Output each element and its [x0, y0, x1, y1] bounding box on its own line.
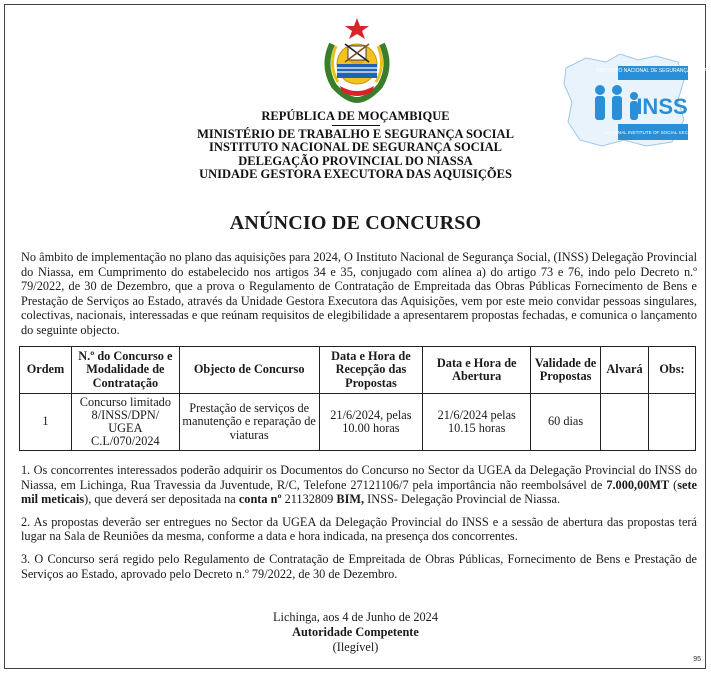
note-text: ), que deverá ser depositada na [84, 492, 239, 507]
note-account-label: conta nº [238, 492, 282, 507]
tender-table [19, 346, 696, 451]
column-header: Validade de Propostas [531, 347, 601, 394]
ministry-heading: MINISTÉRIO DE TRABALHO E SEGURANÇA SOCIAL [197, 126, 514, 141]
note-item [21, 463, 697, 507]
note-number: 3. [21, 551, 31, 566]
cell-obs [649, 394, 696, 451]
note-account-number: 21132809 [281, 492, 337, 507]
signature-status: (Ilegível) [332, 640, 379, 654]
column-header: Obs: [649, 347, 696, 394]
note-text: ( [669, 477, 678, 492]
intro-paragraph: No âmbito de implementação no plano das aquisições para 2024, O Instituto Nacional de Segurança Social, (INSS) Delegação Provincial do Niassa, em Cumprimento do estabelecido nos artigos 34 e 35, conjugado com alínea a) do artigo 73 e 76, indo pelo Decreto n.º 79/2022, de 30 de Dezembro, que a prova o Regulamento de Contratação de Empreitada das Obras Públicas Fornecimento de Bens e Prestação de Serviços ao Estado, através da Unidade Gestora Executora das Aquisições, vem por este meio convidar pessoas singulares, colectivas, nacionais, interessadas e que reúnam requisitos de elegibilidade a apresentarem propostas fechadas, e comunica o lançamento do seguinte objecto. [21, 250, 697, 337]
column-header: Ordem [20, 347, 72, 394]
cell-concurso: Concurso limitado 8/INSS/DPN/ UGEA C.L/070/2024 [71, 394, 179, 451]
notes-list [21, 463, 697, 589]
cell-ordem: 1 [20, 394, 72, 451]
note-bank: BIM, [336, 492, 365, 507]
cell-objecto: Prestação de serviços de manutenção e reparação de viaturas [179, 394, 319, 451]
note-amount: 7.000,00MT [606, 477, 670, 492]
logo-letters: INSS [636, 94, 688, 119]
cell-recepcao: 21/6/2024, pelas 10.00 horas [319, 394, 423, 451]
column-header: Data e Hora de Recepção das Propostas [319, 347, 423, 394]
unit-heading: UNIDADE GESTORA EXECUTORA DAS AQUISIÇÕES [199, 167, 512, 182]
delegation-heading: DELEGAÇÃO PROVINCIAL DO NIASSA [238, 153, 473, 168]
heading-divider [332, 125, 380, 126]
institute-heading: INSTITUTO NACIONAL DE SEGURANÇA SOCIAL [209, 140, 502, 155]
signature-block [0, 610, 711, 655]
logo-bottom-text: NATIONAL INSTITUTE OF SOCIAL SECURITY [604, 130, 702, 135]
note-number: 1. [21, 463, 31, 477]
page-number: 95 [693, 656, 701, 663]
cell-abertura: 21/6/2024 pelas 10.15 horas [423, 394, 531, 451]
cell-validade: 60 dias [531, 394, 601, 451]
note-text: O Concurso será regido pelo Regulamento de Contratação de Empreitada de Obras Públicas, Fornecimento de Bens e Prestação de Serviços ao Estado, aprovado pelo Decreto n.º 79/2022, de 30 de Dezembro. [21, 551, 697, 581]
letterhead [0, 110, 711, 182]
note-item [21, 552, 697, 581]
note-text: Os concorrentes interessados poderão adquirir os Documentos do Concurso no Sector da UGEA da Delegação Provincial do INSS do Niassa, em Lichinga, Rua Travessia da Juventude, R/C, Telefone 27121106/7 pela importância não reembolsável de [21, 463, 697, 492]
table-header-row [20, 347, 696, 394]
column-header: N.º do Concurso e Modalidade de Contratação [71, 347, 179, 394]
column-header: Objecto de Concurso [179, 347, 319, 394]
note-amount-words: sete mil meticais [21, 477, 698, 507]
note-text: INSS- Delegação Provincial de Niassa. [364, 492, 561, 507]
note-item [21, 515, 697, 544]
column-header: Alvará [601, 347, 649, 394]
table-row [20, 394, 696, 451]
note-number: 2. [21, 514, 31, 529]
logo-top-text: INSTITUTO NACIONAL DE SEGURANÇA SOCIAL [596, 68, 710, 74]
national-emblem-icon [312, 16, 402, 108]
column-header: Data e Hora de Abertura [423, 347, 531, 394]
document-title: ANÚNCIO DE CONCURSO [229, 212, 482, 234]
authority-title: Autoridade Competente [292, 625, 419, 639]
place-date: Lichinga, aos 4 de Junho de 2024 [273, 610, 438, 624]
cell-alvara [601, 394, 649, 451]
note-text: As propostas deverão ser entregues no Sector da UGEA da Delegação Provincial do INSS e a sessão de abertura das propostas terá lugar na Sala de Reuniões da mesma, conforme a data e hora indicada, na presença dos concorrentes. [21, 514, 697, 544]
republic-heading: REPÚBLICA DE MOÇAMBIQUE [261, 109, 450, 123]
